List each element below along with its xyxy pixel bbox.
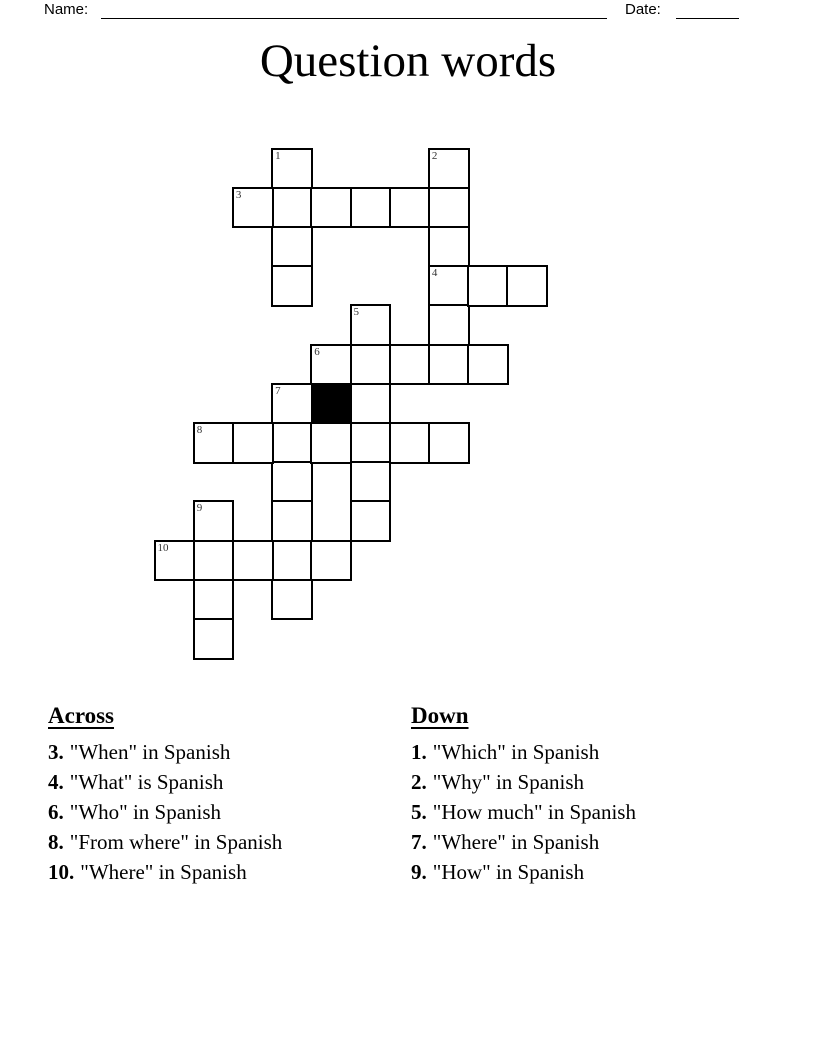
clue-item (411, 857, 636, 887)
cell-number: 8 (196, 423, 203, 436)
grid-cell[interactable] (350, 422, 392, 464)
clue-text: "When" in Spanish (69, 740, 231, 764)
clue-item (411, 827, 636, 857)
clue-item (411, 797, 636, 827)
clue-text: "What" is Spanish (69, 770, 224, 794)
grid-cell[interactable] (389, 422, 431, 464)
clue-number: 6. (48, 800, 64, 824)
clue-number: 3. (48, 740, 64, 764)
grid-cell[interactable] (350, 304, 392, 346)
clue-item (48, 767, 282, 797)
clue-number: 9. (411, 860, 427, 884)
cell-number: 2 (431, 149, 438, 162)
grid-cell[interactable] (389, 344, 431, 386)
grid-cell[interactable] (232, 187, 274, 229)
clue-number: 5. (411, 800, 427, 824)
grid-cell[interactable] (271, 500, 313, 542)
clue-text: "Which" in Spanish (432, 740, 600, 764)
grid-cell[interactable] (271, 422, 313, 464)
clue-text: "Who" in Spanish (69, 800, 222, 824)
grid-cell[interactable] (350, 187, 392, 229)
grid-cell[interactable] (350, 500, 392, 542)
grid-cell[interactable] (193, 422, 235, 464)
clue-text: "Why" in Spanish (432, 770, 585, 794)
clue-item (411, 767, 636, 797)
grid-cell[interactable] (428, 148, 470, 190)
grid-cell[interactable] (271, 265, 313, 307)
grid-cell[interactable] (271, 540, 313, 582)
grid-cell[interactable] (428, 422, 470, 464)
grid-cell[interactable] (506, 265, 548, 307)
grid-cell[interactable] (271, 148, 313, 190)
clue-text: "From where" in Spanish (69, 830, 283, 854)
clue-text: "How" in Spanish (432, 860, 585, 884)
clue-text: "Where" in Spanish (432, 830, 600, 854)
clue-item (48, 797, 282, 827)
grid-cell[interactable] (271, 383, 313, 425)
clue-item (411, 737, 636, 767)
grid-cell[interactable] (193, 618, 235, 660)
cell-number: 4 (431, 267, 438, 280)
grid-cell[interactable] (232, 422, 274, 464)
clue-item (48, 827, 282, 857)
clue-number: 2. (411, 770, 427, 794)
grid-cell[interactable] (310, 187, 352, 229)
down-clues-section (411, 703, 636, 887)
grid-cell[interactable] (232, 540, 274, 582)
clue-item (48, 737, 282, 767)
cell-number: 3 (235, 188, 242, 201)
cell-number: 9 (196, 502, 203, 515)
cell-number: 7 (275, 384, 281, 397)
grid-cell[interactable] (193, 500, 235, 542)
grid-cell[interactable] (271, 461, 313, 503)
grid-cell[interactable] (428, 344, 470, 386)
clue-number: 7. (411, 830, 427, 854)
grid-cell[interactable] (350, 344, 392, 386)
across-clues-section (48, 703, 282, 887)
grid-cell[interactable] (271, 579, 313, 621)
grid-cell[interactable] (428, 265, 470, 307)
cell-number: 6 (314, 345, 320, 358)
name-label: Name: (44, 1, 89, 18)
date-label: Date: (625, 1, 661, 18)
clue-number: 1. (411, 740, 427, 764)
grid-cell[interactable] (428, 187, 470, 229)
grid-cell[interactable] (193, 579, 235, 621)
across-heading: Across (48, 703, 115, 728)
cell-number: 5 (353, 306, 359, 319)
clue-text: "How much" in Spanish (432, 800, 636, 824)
grid-cell[interactable] (350, 461, 392, 503)
page-title: Question words (259, 35, 557, 87)
clue-item (48, 857, 282, 887)
grid-cell[interactable] (389, 187, 431, 229)
cell-number: 1 (275, 149, 281, 162)
clue-number: 10. (48, 860, 75, 884)
cell-number: 10 (157, 541, 169, 554)
grid-cell[interactable] (271, 226, 313, 268)
clue-number: 8. (48, 830, 64, 854)
grid-cell[interactable] (310, 422, 352, 464)
grid-cell[interactable] (154, 540, 196, 582)
grid-cell[interactable] (467, 344, 509, 386)
grid-cell[interactable] (350, 383, 392, 425)
grid-cell[interactable] (428, 304, 470, 346)
grid-cell[interactable] (310, 540, 352, 582)
down-clue-list (411, 737, 636, 887)
clue-number: 4. (48, 770, 64, 794)
grid-cell[interactable] (467, 265, 509, 307)
black-cell (310, 383, 352, 425)
grid-cell[interactable] (193, 540, 235, 582)
grid-cell[interactable] (271, 187, 313, 229)
grid-cell[interactable] (428, 226, 470, 268)
clue-text: "Where" in Spanish (80, 860, 247, 884)
grid-cell[interactable] (310, 344, 352, 386)
down-heading: Down (411, 703, 469, 728)
across-clue-list (48, 737, 282, 887)
